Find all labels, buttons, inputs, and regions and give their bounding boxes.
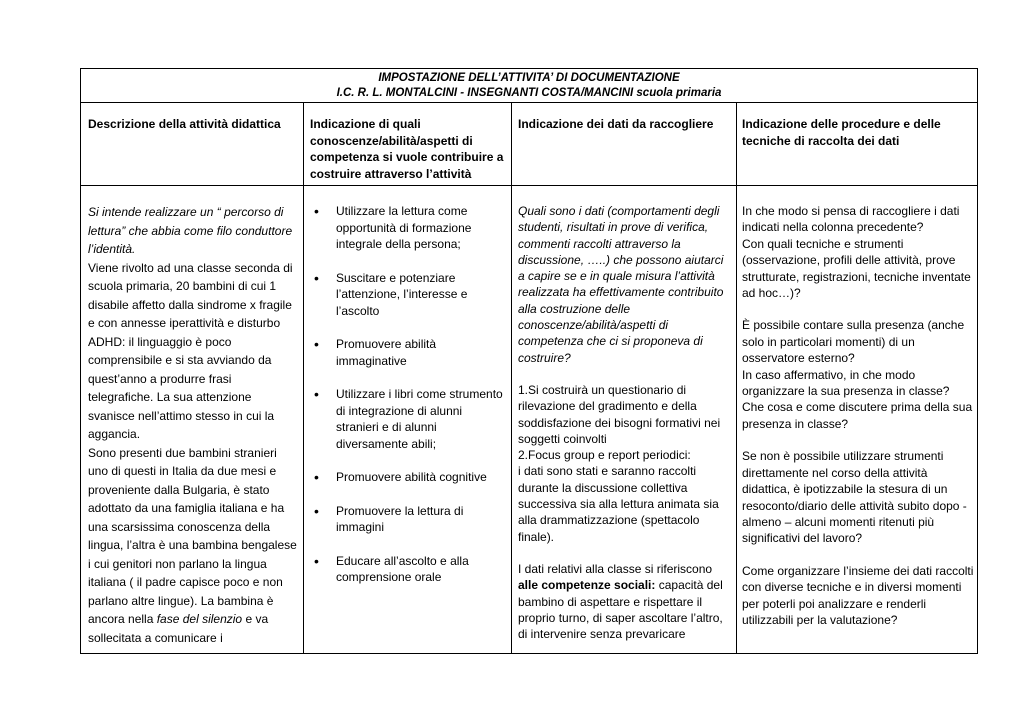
procedure-question: Con quali tecniche e strumenti (osservazione, profili delle attività, prove strutturate, registrazioni, tecniche inventate ad hoc…)? xyxy=(742,236,971,301)
procedure-question: In che modo si pensa di raccogliere i dati indicati nella colonna precedente? xyxy=(742,204,960,235)
description-text: Sono presenti due bambini stranieri uno di questi in Italia da due mesi e proveniente dalla Bulgaria, è stato adottato da una famiglia italiana e ha una scarsissima conoscenza della lingua, l’altra è una bambina bengalese i cui genitori non parlano la lingua italiana ( il padre capisce poco e non parlano altre lingue). La bambina è ancora nella xyxy=(88,445,297,626)
data-questionnaire: 1.Si costruirà un questionario di rilevazione del gradimento e della soddisfazione dei bisogni formativi nei soggetti coinvolti xyxy=(518,382,721,446)
column-header-procedures: Indicazione delle procedure e delle tecniche di raccolta dei dati xyxy=(742,117,941,148)
list-item: • Utilizzare la lettura come opportunità di formazione integrale della persona; xyxy=(310,203,506,253)
list-item: • Educare all’ascolto e alla comprensione orale xyxy=(310,553,506,586)
data-class-competences xyxy=(518,561,732,642)
header-title: IMPOSTAZIONE DELL’ATTIVITA’ DI DOCUMENTAZIONE xyxy=(378,72,680,84)
cell-data xyxy=(518,203,732,642)
procedure-question: È possibile contare sulla presenza (anche solo in particolari momenti) di un osservatore esterno? xyxy=(742,318,965,366)
documentation-table xyxy=(80,68,978,654)
column-header-data: Indicazione dei dati da raccogliere xyxy=(518,117,714,131)
data-bold-text: alle competenze sociali: xyxy=(518,578,656,593)
list-item: • Promuovere abilità cognitive xyxy=(310,469,506,486)
data-collection: i dati sono stati e saranno raccolti durante la discussione collettiva successiva sia alla lettura animata sia alla drammatizzazione (spettacolo finale). xyxy=(518,464,719,544)
list-item: • Utilizzare i libri come strumento di integrazione di alunni stranieri e di alunni diversamente abili; xyxy=(310,386,506,452)
description-text-end: e va sollecitata a comunicare i xyxy=(88,612,269,645)
column-header-competences: Indicazione di quali conoscenze/abilità/aspetti di competenza si vuole contribuire a costruire attraverso l’attività xyxy=(310,117,504,181)
competence-list xyxy=(310,203,506,586)
description-class: Viene rivolto ad una classe seconda di scuola primaria, 20 bambini di cui 1 disabile affetto dalla sindrome x fragile e con annesse iperattività e disturbo ADHD: il linguaggio è poco comprensibile e si sta avviando da quest’anno a produrre frasi telegrafiche. La sua attenzione svanisce nell’attimo stesso in cui la aggancia. xyxy=(88,260,293,441)
procedure-question: In caso affermativo, in che modo organizzare la sua presenza in classe? Che cosa e come discutere prima della sua presenza in classe? xyxy=(742,367,973,431)
procedure-question: Se non è possibile utilizzare strumenti direttamente nel corso della attività didattica, è ipotizzabile la stesura di un resoconto/diario delle attività subito dopo - almeno – alcuni momenti ritenuti più significativi del lavoro? xyxy=(742,449,967,546)
cell-procedures xyxy=(742,203,974,628)
data-text-end: capacità del bambino di aspettare e rispettare il proprio turno, di saper ascoltare l’altro, di intervenire senza prevaricare xyxy=(518,578,723,642)
list-item: • Promuovere la lettura di immagini xyxy=(310,503,506,536)
list-item: • Suscitare e potenziare l’attenzione, l’interesse e l’ascolto xyxy=(310,270,506,320)
description-italic-text: fase del silenzio xyxy=(156,612,243,626)
cell-competences xyxy=(310,203,506,603)
data-text: I dati relativi alla classe si riferiscono xyxy=(518,561,713,576)
data-focus-group: 2.Focus group e report periodici: xyxy=(518,448,691,463)
procedure-question: Come organizzare l’insieme dei dati raccolti con diverse tecniche e in diversi momenti per poterli poi analizzare e renderli utilizzabili per la valutazione? xyxy=(742,563,974,627)
table-header xyxy=(81,69,977,103)
column-header-description: Descrizione della attività didattica xyxy=(88,117,281,131)
header-subtitle: I.C. R. L. MONTALCINI - INSEGNANTI COSTA/MANCINI scuola primaria xyxy=(336,87,722,99)
list-item: • Promuovere abilità immaginative xyxy=(310,336,506,369)
header-row-divider xyxy=(81,185,977,186)
description-students xyxy=(88,444,300,648)
cell-description xyxy=(88,203,300,647)
description-intro: Si intende realizzare un “ percorso di lettura” che abbia come filo conduttore l’identità. xyxy=(88,205,293,256)
data-question: Quali sono i dati (comportamenti degli studenti, risultati in prove di verifica, commenti raccolti attraverso la discussione, …..) che possono aiutarci a capire se e in quale misura l’attività realizzata ha effettivamente contribuito alla costruzione delle conoscenze/abilità/aspetti di competenza che ci si proponeva di costruire? xyxy=(518,204,724,365)
